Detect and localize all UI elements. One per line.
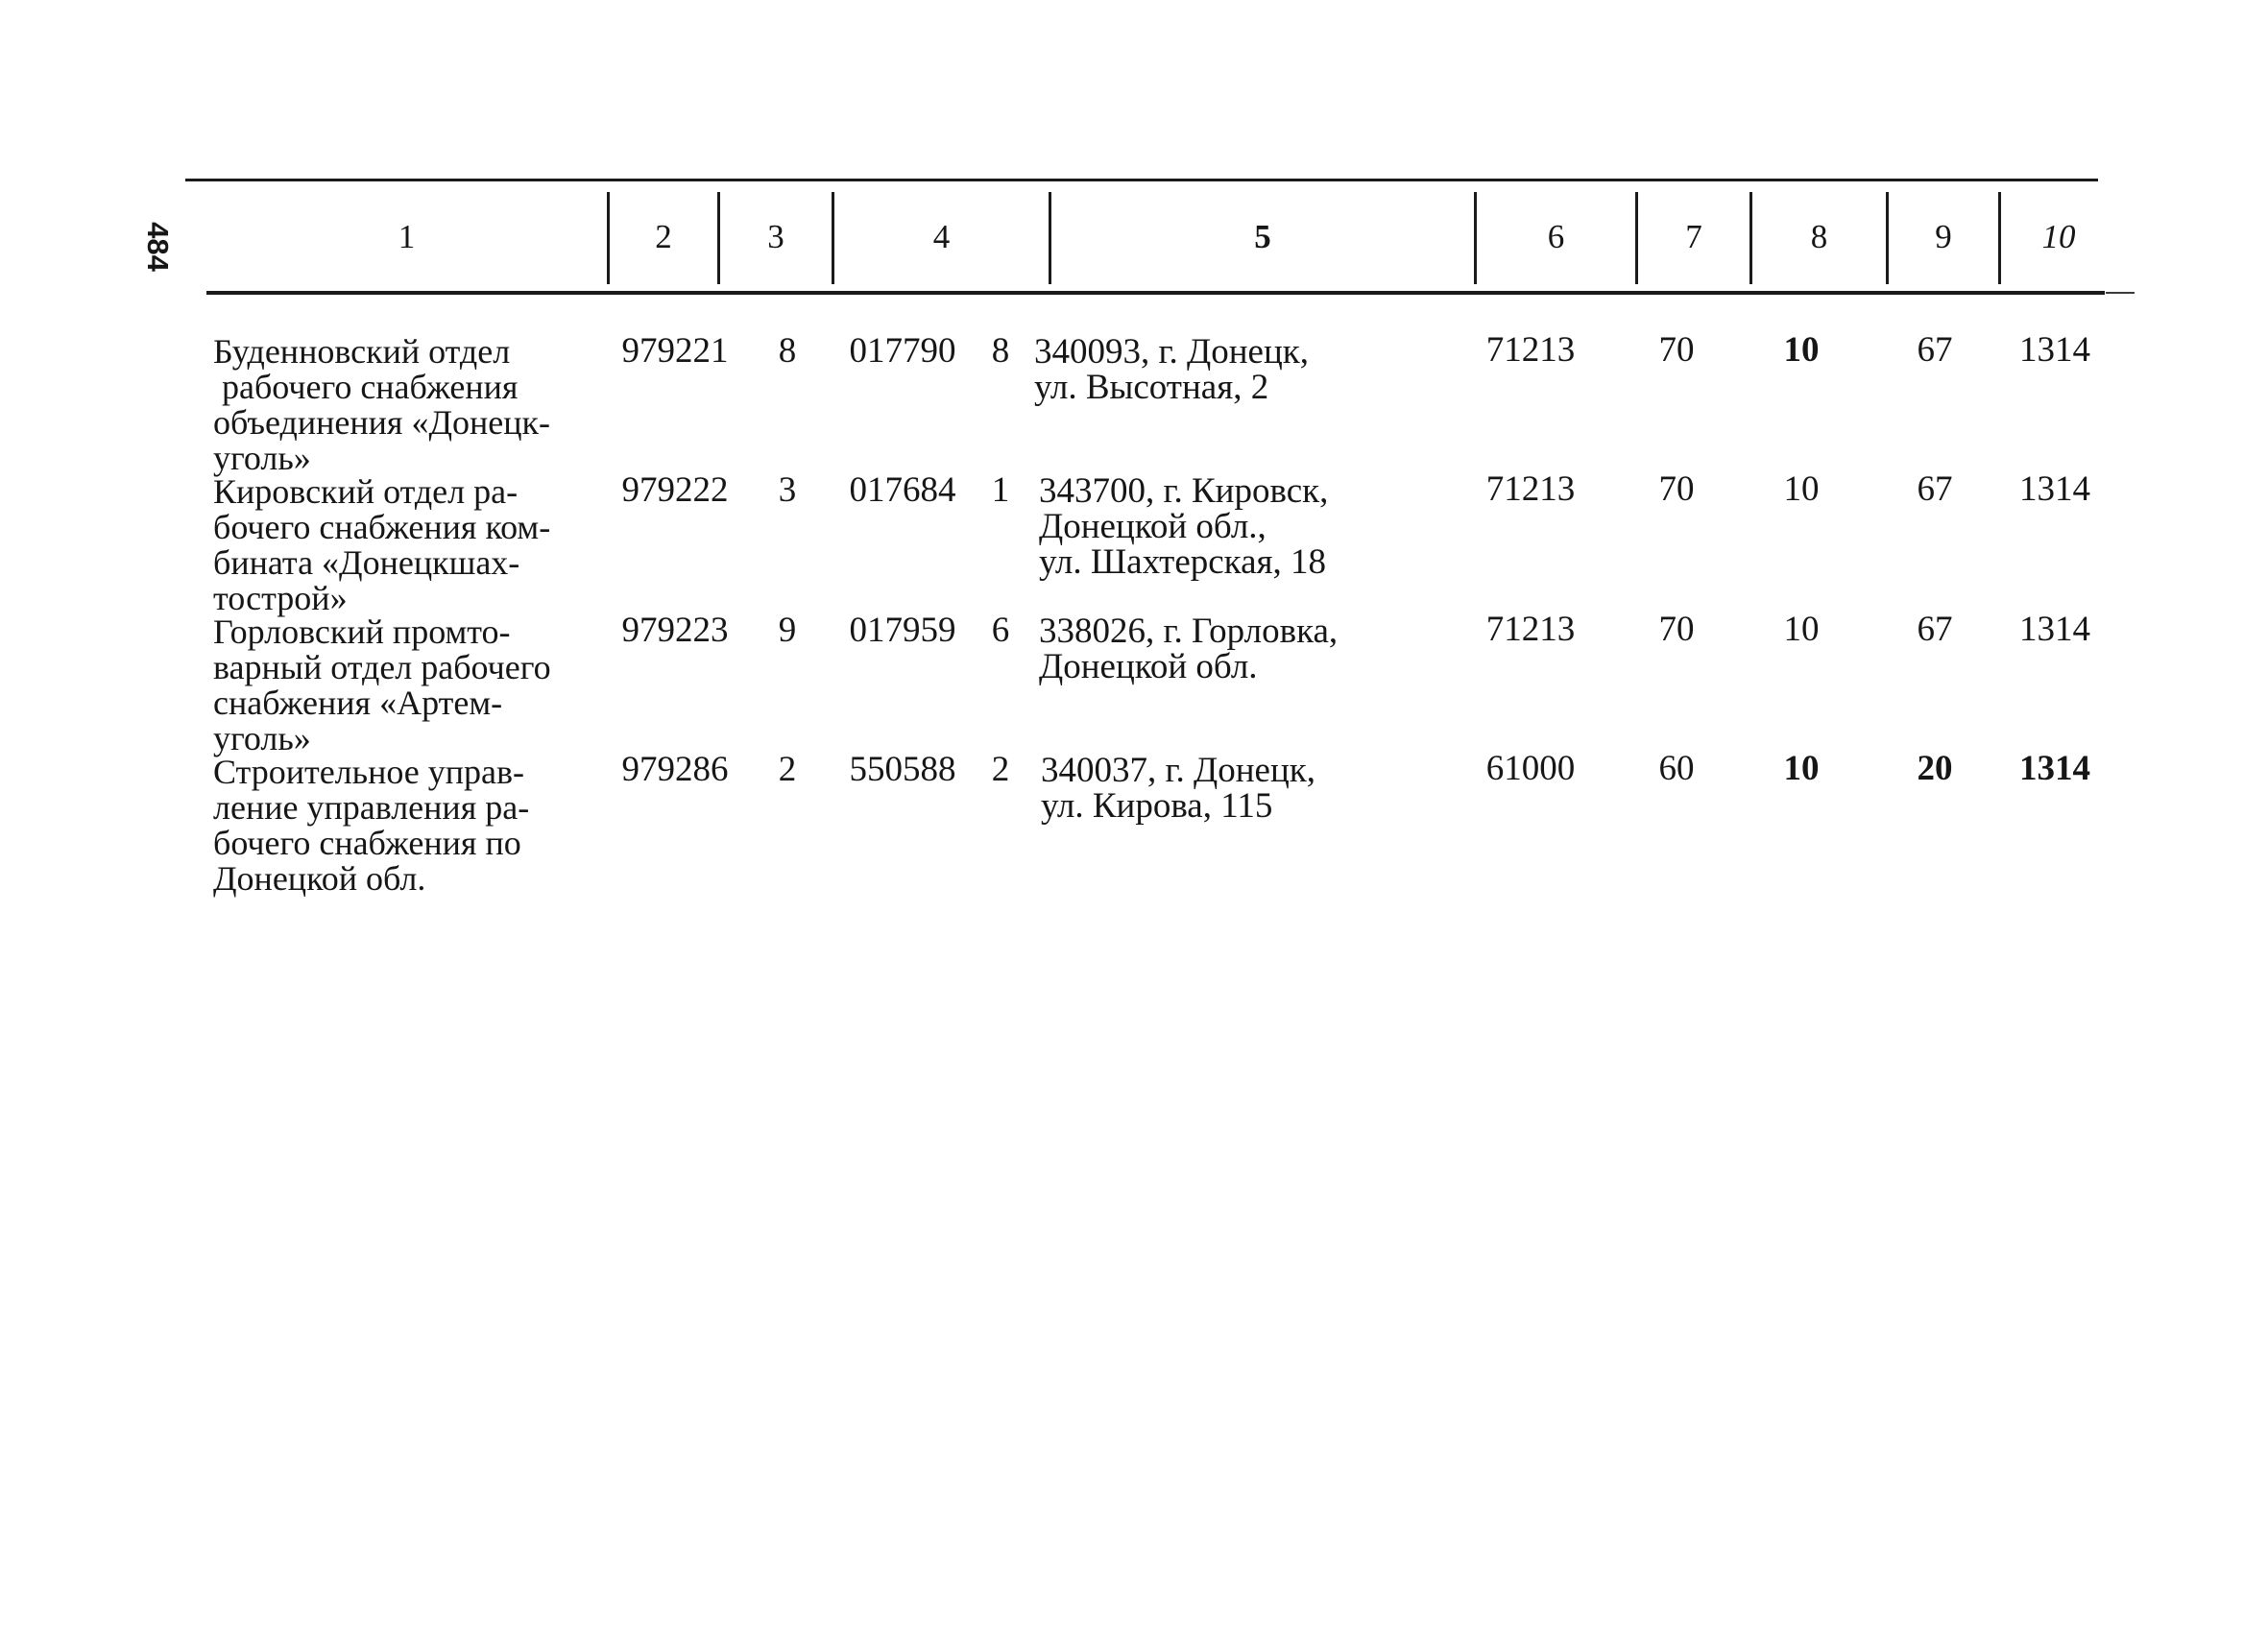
row-1-address: 340093, г. Донецк, ул. Высотная, 2 bbox=[1034, 332, 1309, 407]
row-1-col-6: 71213 bbox=[1485, 330, 1576, 370]
row-2-col-7: 70 bbox=[1658, 469, 1695, 509]
row-3-col-4: 017959 bbox=[849, 611, 956, 650]
row-2-col-8: 10 bbox=[1783, 469, 1820, 509]
column-header-8: 8 bbox=[1810, 218, 1828, 255]
row-2-col-4: 017684 bbox=[849, 470, 956, 510]
row-4-col-3: 2 bbox=[778, 750, 797, 789]
row-2-col-3: 3 bbox=[778, 470, 797, 510]
row-4-col-7: 60 bbox=[1658, 749, 1695, 788]
row-4-col-2: 979286 bbox=[621, 750, 729, 789]
row-3-address: 338026, г. Горловка, Донецкой обл. bbox=[1039, 612, 1339, 686]
row-4-col-9: 20 bbox=[1917, 749, 1953, 788]
row-3-name: Горловский промто- варный отдел рабочего снабжения «Артем- уголь» bbox=[213, 612, 551, 757]
column-header-6: 6 bbox=[1547, 218, 1565, 255]
table-header-rule-tail bbox=[2106, 292, 2135, 294]
row-3-col-8: 10 bbox=[1783, 610, 1820, 649]
row-4-name: Строительное управ- ление управления ра- бочего снабжения по Донецкой обл. bbox=[213, 753, 530, 898]
row-3-col-4b: 6 bbox=[991, 611, 1010, 650]
row-3-col-3: 9 bbox=[778, 611, 797, 650]
row-2-col-2: 979222 bbox=[621, 470, 729, 510]
row-4-col-4: 550588 bbox=[849, 750, 956, 789]
row-2-name: Кировский отдел ра- бочего снабжения ком- бината «Донецкшах- тострой» bbox=[213, 472, 551, 617]
column-header-10: 10 bbox=[2041, 218, 2076, 255]
row-3-col-10: 1314 bbox=[2019, 610, 2090, 649]
row-1-col-9: 67 bbox=[1917, 330, 1953, 370]
column-header-9: 9 bbox=[1935, 218, 1952, 255]
row-3-col-7: 70 bbox=[1658, 610, 1695, 649]
row-2-col-9: 67 bbox=[1917, 469, 1953, 509]
row-3-col-9: 67 bbox=[1917, 610, 1953, 649]
row-1-col-4: 017790 bbox=[849, 331, 956, 371]
row-2-address: 343700, г. Кировск, Донецкой обл., ул. Шахтерская, 18 bbox=[1039, 471, 1329, 582]
column-header-1: 1 bbox=[398, 218, 416, 255]
table-header-rule bbox=[206, 291, 2105, 295]
row-1-col-10: 1314 bbox=[2019, 330, 2090, 370]
row-1-col-4b: 8 bbox=[991, 331, 1010, 371]
column-header-7: 7 bbox=[1685, 218, 1702, 255]
row-2-col-6: 71213 bbox=[1485, 469, 1576, 509]
column-header-3: 3 bbox=[767, 218, 784, 255]
column-header-4: 4 bbox=[932, 218, 951, 255]
row-3-col-2: 979223 bbox=[621, 611, 729, 650]
row-4-col-6: 61000 bbox=[1485, 749, 1576, 788]
row-1-name: Буденновский отдел рабочего снабжения объединения «Донецк- уголь» bbox=[213, 332, 550, 477]
row-4-col-4b: 2 bbox=[991, 750, 1010, 789]
page-number: 484 bbox=[141, 222, 176, 272]
row-2-col-4b: 1 bbox=[991, 470, 1010, 510]
row-4-address: 340037, г. Донецк, ул. Кирова, 115 bbox=[1041, 751, 1315, 826]
row-1-col-7: 70 bbox=[1658, 330, 1695, 370]
row-1-col-3: 8 bbox=[778, 331, 797, 371]
row-4-col-8: 10 bbox=[1783, 749, 1820, 788]
row-2-col-10: 1314 bbox=[2019, 469, 2090, 509]
column-header-5: 5 bbox=[1254, 218, 1271, 255]
row-1-col-8: 10 bbox=[1783, 330, 1820, 370]
column-header-2: 2 bbox=[655, 218, 672, 255]
row-3-col-6: 71213 bbox=[1485, 610, 1576, 649]
row-1-col-2: 979221 bbox=[621, 331, 729, 371]
table-top-rule bbox=[185, 179, 2098, 181]
row-4-col-10: 1314 bbox=[2019, 749, 2090, 788]
